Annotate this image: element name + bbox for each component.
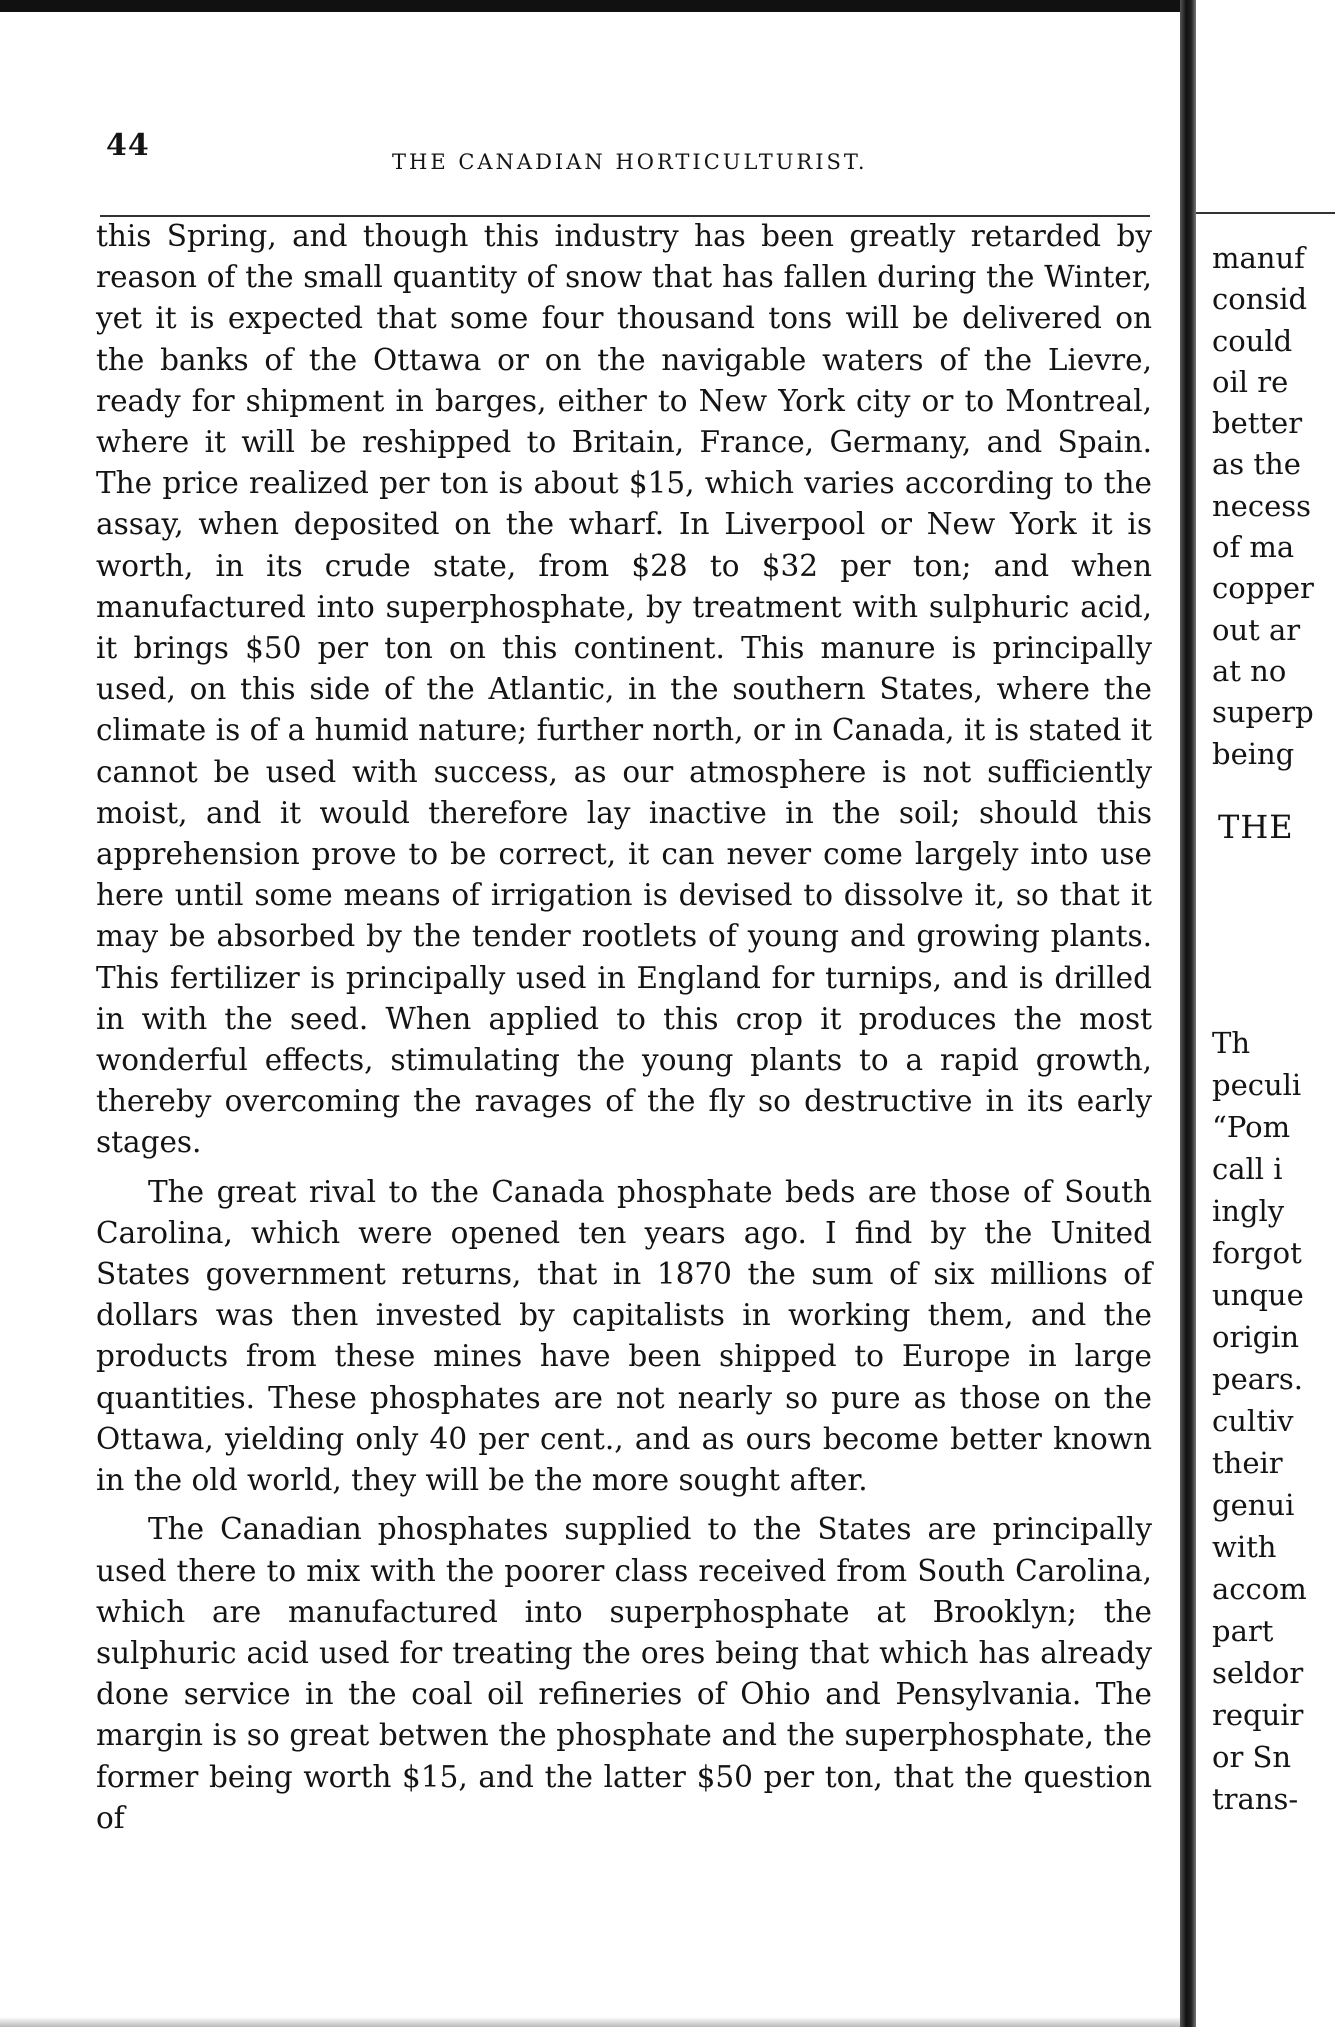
facing-line: manuf [1212, 241, 1305, 275]
scan-bottom-edge [0, 2017, 1180, 2027]
facing-line: consid [1212, 282, 1308, 317]
facing-line: at no [1212, 653, 1287, 688]
body-text [96, 216, 1152, 1847]
facing-line: or Sn [1212, 1740, 1292, 1774]
facing-line: ingly [1212, 1194, 1285, 1228]
facing-line: better [1212, 406, 1303, 441]
facing-page-rule [1196, 212, 1335, 214]
facing-line: genui [1212, 1488, 1295, 1522]
facing-line: oil re [1212, 364, 1289, 399]
facing-line: as the [1212, 447, 1301, 482]
facing-line: out ar [1212, 612, 1301, 647]
facing-line: necess [1212, 488, 1312, 523]
facing-line: forgot [1212, 1236, 1302, 1270]
facing-line: being [1212, 736, 1295, 771]
facing-line: call i [1212, 1152, 1283, 1186]
facing-line: could [1212, 323, 1293, 358]
facing-line: unque [1212, 1278, 1304, 1312]
running-head: THE CANADIAN HORTICULTURIST. [392, 150, 868, 174]
facing-page-lines-top [1212, 238, 1314, 775]
facing-line: cultiv [1212, 1404, 1294, 1438]
facing-line: seldor [1212, 1656, 1304, 1690]
facing-line: accom [1212, 1572, 1307, 1606]
facing-line: trans- [1212, 1782, 1299, 1816]
facing-page-heading: THE [1218, 808, 1294, 846]
facing-line: part [1212, 1614, 1274, 1648]
facing-line: “Pom [1212, 1110, 1291, 1144]
scan-top-edge [0, 0, 1335, 12]
paragraph-2: The great rival to the Canada phosphate beds are those of South Carolina, which were opened ten years ago. I find by the United States government returns, that in 1870 the sum of six millions of dollars was then invested by capitalists in working them, and the products from these mines have been shipped to Europe in large quantities. These phosphates are not nearly so pure as those on the Ottawa, yielding only 40 per cent., and as ours become better known in the old world, they will be the more sought after. [96, 1174, 1152, 1498]
facing-line: with [1212, 1530, 1277, 1564]
facing-page-lines-bottom [1212, 1022, 1307, 1820]
page-number: 44 [106, 128, 150, 163]
facing-line: of ma [1212, 530, 1295, 565]
paragraph-1: this Spring, and though this industry has been greatly retarded by reason of the small quantity of snow that has fallen during the Winter, yet it is expected that some four thousand tons will be delivered on the banks of the Ottawa or on the navigable waters of the Lievre, ready for shipment in barges, either to New York city or to Montreal, where it will be reshipped to Britain, France, Germany, and Spain. The price realized per ton is about $15, which varies according to the assay, when deposited on the wharf. In Liverpool or New York it is worth, in its crude state, from $28 to $32 per ton; and when manufactured into superphosphate, by treatment with sulphuric acid, it brings $50 per ton on this continent. This manure is principally used, on this side of the Atlantic, in the southern States, where the climate is of a humid nature; further north, or in Canada, it is stated it cannot be used with success, as our atmosphere is not sufficiently moist, and it would therefore lay inactive in the soil; should this apprehension prove to be correct, it can never come largely into use here until some means of irrigation is devised to dissolve it, so that it may be absorbed by the tender rootlets of young and growing plants. This fertilizer is principally used in England for turnips, and is drilled in with the seed. When applied to this crop it produces the most wonderful effects, stimulating the young plants to a rapid growth, thereby overcoming the ravages of the fly so destructive in its early stages. [96, 219, 1152, 1160]
facing-line: superp [1212, 695, 1314, 730]
facing-page [1196, 0, 1335, 2027]
facing-line: their [1212, 1446, 1283, 1480]
facing-line: peculi [1212, 1068, 1302, 1102]
facing-line: requir [1212, 1698, 1304, 1732]
facing-line: Th [1212, 1026, 1251, 1060]
facing-line: origin [1212, 1320, 1300, 1354]
facing-line: pears. [1212, 1362, 1303, 1396]
paragraph-3: The Canadian phosphates supplied to the States are principally used there to mix with the poorer class received from South Carolina, which are manufactured into superphosphate at Brooklyn; the sulphuric acid used for treating the ores being that which has already done service in the coal oil refineries of Ohio and Pensylvania. The margin is so great betwen the phosphate and the superphosphate, the former being worth $15, and the latter $50 per ton, that the question of [96, 1512, 1152, 1835]
facing-line: copper [1212, 571, 1314, 606]
book-spine-gutter [1180, 0, 1196, 2027]
